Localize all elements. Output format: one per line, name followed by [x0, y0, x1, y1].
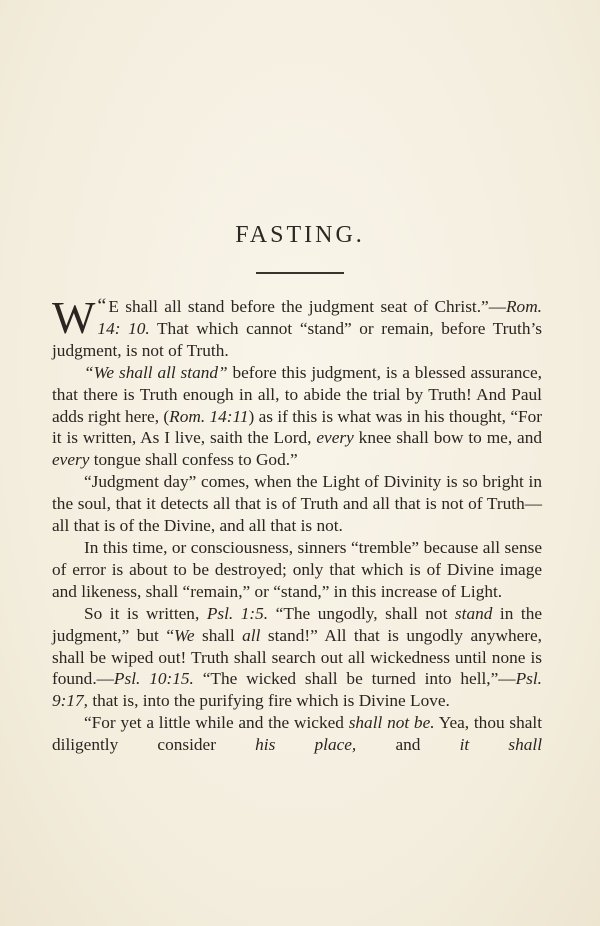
scripture-reference: Rom. 14:11	[169, 406, 249, 426]
paragraph-text: “For yet a little while and the wicked	[84, 713, 349, 733]
italic-text: shall not be.	[348, 713, 435, 733]
paragraph-2	[52, 362, 542, 472]
paragraph-text: that is, into the purifying fire which is Divine Love.	[88, 691, 450, 711]
paragraph-text: in the judgment,” but “	[52, 603, 543, 645]
italic-text: all	[242, 625, 261, 645]
paragraph-text: shall	[194, 625, 243, 645]
paragraph-text: “The wicked shall be turned into hell,”—	[193, 669, 516, 689]
heading-rule	[256, 272, 344, 274]
paragraph-6	[52, 712, 542, 756]
scripture-reference: Psl. 9:17,	[52, 669, 542, 711]
paragraph-text: ) as if this is what was in his thought, “For it is written, As I live, saith the Lord,	[52, 406, 542, 448]
italic-text: “We shall all stand”	[84, 362, 228, 382]
page-body	[52, 292, 543, 756]
scripture-reference: Rom. 14: 10.	[97, 297, 542, 338]
paragraph-text: “The ungodly, shall not	[268, 603, 455, 623]
paragraph-text: and	[356, 735, 460, 755]
paragraph-text: So it is written,	[84, 603, 207, 623]
chapter-heading: FASTING.	[235, 222, 365, 248]
drop-cap: W	[52, 292, 96, 343]
paragraph-text: Yea, thou shalt diligently consider	[52, 713, 543, 755]
paragraph-text: knee shall bow to me, and	[353, 428, 543, 448]
paragraph-text: stand!” All that is ungodly anywhere, shall be wiped out! Truth shall search out all wickedness until none is found.—	[52, 625, 543, 689]
paragraph-4: In this time, or consciousness, sinners “tremble” because all sense of error is about to be destroyed; only that which is of Divine image and likeness, shall “remain,” or “stand,” in this increase of Light.	[52, 537, 542, 601]
paragraph-text: before this judgment, is a blessed assurance, that there is Truth enough in all, to abide the trial by Truth! And Paul adds right here, (	[52, 362, 542, 426]
italic-text: every	[52, 450, 90, 470]
italic-text: stand	[454, 603, 493, 623]
paragraph-1	[52, 292, 542, 362]
italic-text: his place,	[255, 735, 357, 755]
scripture-reference: Psl. 10:15.	[113, 669, 194, 689]
italic-text: it shall	[459, 735, 542, 755]
scripture-reference: Psl. 1:5.	[206, 603, 269, 623]
open-quote: “	[97, 295, 107, 317]
paragraph-text: E shall all stand before the judgment seat of Christ.”—	[108, 297, 506, 316]
paragraph-3: “Judgment day” comes, when the Light of Divinity is so bright in the soul, that it detects all that is of Truth and all that is not of Truth—all that is of the Divine, and all that is not.	[52, 472, 542, 536]
italic-text: We	[174, 625, 195, 645]
italic-text: every	[316, 428, 354, 448]
paragraph-text: That which cannot “stand” or remain, before Truth’s judgment, is not of Truth.	[52, 318, 542, 360]
paragraph-text: tongue shall confess to God.”	[89, 450, 298, 470]
paragraph-5	[52, 603, 542, 713]
